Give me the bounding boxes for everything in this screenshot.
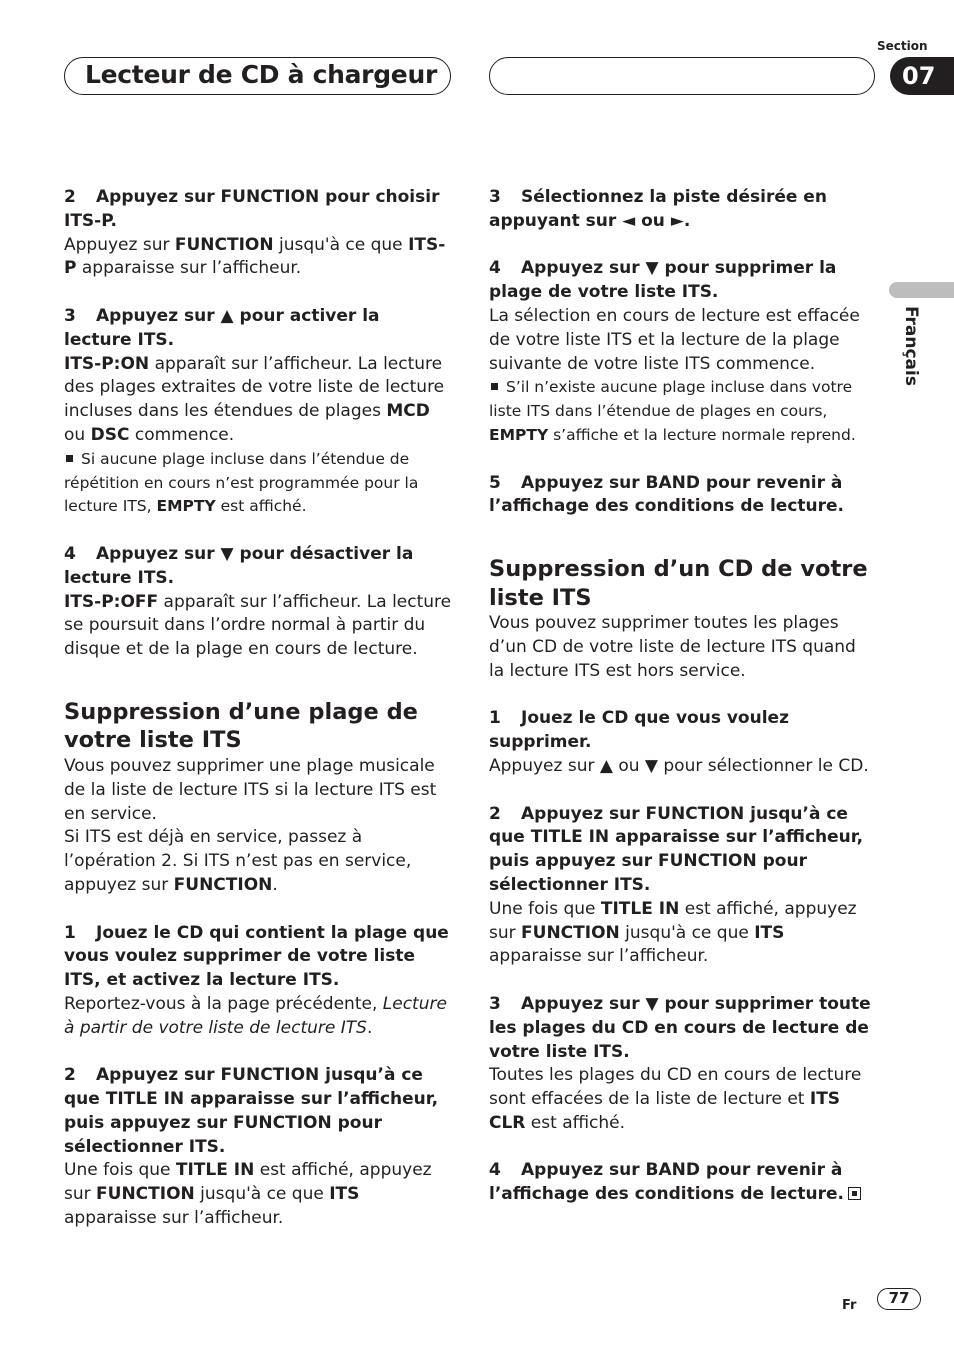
section-intro: Vous pouvez supprimer une plage musicale de la liste de lecture ITS si la lecture ITS est en service. bbox=[64, 755, 437, 824]
note-bullet-icon bbox=[66, 455, 73, 462]
note-bullet-icon bbox=[491, 383, 498, 390]
step-heading: 1 Jouez le CD que vous voulez supprimer. bbox=[489, 708, 789, 753]
step-body: Appuyez sur FUNCTION jusqu'à ce que ITS-P apparaisse sur l’afficheur. bbox=[64, 234, 446, 279]
step-body: Toutes les plages du CD en cours de lecture sont effacées de la liste de lecture et ITS CLR est affiché. bbox=[489, 1065, 862, 1133]
section-heading: Suppression d’une plage de votre liste ITS bbox=[64, 698, 418, 754]
step-heading: 3 Sélectionnez la piste désirée en appuyant sur ◄ ou ►. bbox=[489, 187, 827, 231]
footer-language: Fr bbox=[842, 1298, 857, 1313]
step-heading: 5 Appuyez sur BAND pour revenir à l’affichage des conditions de lecture. bbox=[489, 472, 844, 517]
step-body: Reportez-vous à la page précédente, Lecture à partir de votre liste de lecture ITS. bbox=[64, 993, 447, 1038]
section-intro: Vous pouvez supprimer toutes les plages d’un CD de votre liste de lecture ITS quand la lecture ITS est hors service. bbox=[489, 613, 856, 681]
left-column bbox=[64, 186, 452, 1231]
header-blank-frame bbox=[489, 57, 875, 95]
section-label: Section bbox=[877, 39, 928, 53]
step-body: Appuyez sur ▲ ou ▼ pour sélectionner le CD. bbox=[489, 755, 869, 776]
language-tab-label: Français bbox=[901, 306, 921, 386]
step-body: Une fois que TITLE IN est affiché, appuyez sur FUNCTION jusqu'à ce que ITS apparaisse sur l’afficheur. bbox=[64, 1160, 432, 1229]
step-heading: 2 Appuyez sur FUNCTION jusqu’à ce que TITLE IN apparaisse sur l’afficheur, puis appuyez sur FUNCTION pour sélectionner ITS. bbox=[64, 1065, 439, 1157]
section-number-badge: 07 bbox=[890, 57, 954, 95]
step-heading: 2 Appuyez sur FUNCTION pour choisir ITS-P. bbox=[64, 187, 440, 231]
step-heading: 2 Appuyez sur FUNCTION jusqu’à ce que TITLE IN apparaisse sur l’afficheur, puis appuyez sur FUNCTION pour sélectionner ITS. bbox=[489, 803, 864, 895]
step-heading: 4 Appuyez sur ▼ pour supprimer la plage de votre liste ITS. bbox=[489, 258, 837, 303]
header-title-frame bbox=[64, 57, 451, 95]
end-mark-icon bbox=[848, 1187, 861, 1200]
page-number: 77 bbox=[877, 1288, 921, 1310]
step-body: Une fois que TITLE IN est affiché, appuyez sur FUNCTION jusqu'à ce que ITS apparaisse sur l’afficheur. bbox=[489, 898, 857, 967]
section-heading: Suppression d’un CD de votre liste ITS bbox=[489, 556, 868, 611]
section-intro: Si ITS est déjà en service, passez à l’opération 2. Si ITS n’est pas en service, appuyez sur FUNCTION. bbox=[64, 827, 412, 895]
right-column bbox=[489, 186, 875, 1207]
cross-reference: Lecture à partir de votre liste de lecture ITS bbox=[64, 993, 447, 1038]
step-heading: 3 Appuyez sur ▲ pour activer la lecture ITS. bbox=[64, 305, 380, 350]
step-heading: 4 Appuyez sur BAND pour revenir à l’affichage des conditions de lecture. bbox=[489, 1159, 875, 1207]
language-tab-bar bbox=[889, 282, 954, 298]
step-heading: 3 Appuyez sur ▼ pour supprimer toute les plages du CD en cours de lecture de votre liste ITS. bbox=[489, 993, 871, 1062]
step-note: Si aucune plage incluse dans l’étendue de répétition en cours n’est programmée pour la lecture ITS, EMPTY est affiché. bbox=[64, 449, 419, 516]
step-note: S’il n’existe aucune plage incluse dans votre liste ITS dans l’étendue de plages en cours, EMPTY s’affiche et la lecture normale reprend. bbox=[489, 378, 856, 444]
step-heading: 1 Jouez le CD qui contient la plage que vous voulez supprimer de votre liste ITS, et activez la lecture ITS. bbox=[64, 922, 449, 991]
page-title: Lecteur de CD à chargeur bbox=[85, 60, 437, 89]
step-body: ITS-P:ON apparaît sur l’afficheur. La lecture des plages extraites de votre liste de lecture incluses dans les étendues de plages MCD ou DSC commence. bbox=[64, 353, 445, 445]
step-heading: 4 Appuyez sur ▼ pour désactiver la lecture ITS. bbox=[64, 543, 414, 588]
step-body: ITS-P:OFF apparaît sur l’afficheur. La lecture se poursuit dans l’ordre normal à partir du disque et de la plage en cours de lecture. bbox=[64, 591, 452, 660]
step-body: La sélection en cours de lecture est effacée de votre liste ITS et la lecture de la plage suivante de votre liste ITS commence. bbox=[489, 305, 860, 374]
